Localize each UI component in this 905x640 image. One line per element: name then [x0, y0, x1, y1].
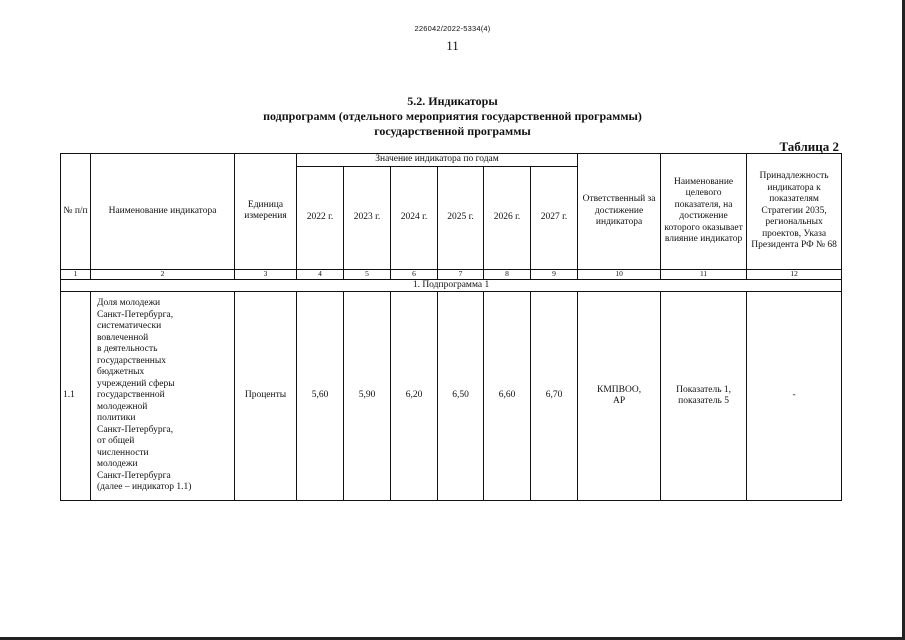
subprogram-row — [61, 279, 842, 292]
heading-line-3: государственной программы — [374, 124, 531, 138]
header-unit: Единица измерения — [235, 154, 297, 270]
column-number: 8 — [484, 269, 531, 279]
row-num: 1.1 — [61, 292, 91, 501]
table-row — [61, 292, 842, 501]
column-number: 9 — [531, 269, 578, 279]
section-heading — [0, 94, 905, 139]
row-name-line: учреждений сферы — [97, 378, 175, 389]
header-year: 2024 г. — [391, 166, 438, 269]
row-name-line: государственной — [97, 390, 165, 401]
row-responsible-line: КМПВОО, — [597, 384, 642, 395]
header-responsible: Ответственный за достижение индикатора — [578, 154, 661, 270]
row-value-2022: 5,60 — [297, 292, 344, 501]
header-year: 2025 г. — [438, 166, 484, 269]
column-number: 7 — [438, 269, 484, 279]
page-number: 11 — [446, 38, 459, 53]
row-value-2027: 6,70 — [531, 292, 578, 501]
column-number: 1 — [61, 269, 91, 279]
row-target-line: Показатель 1, — [676, 384, 732, 395]
column-number: 10 — [578, 269, 661, 279]
column-number: 4 — [297, 269, 344, 279]
row-belonging: - — [747, 292, 842, 501]
row-name-line: в деятельность — [97, 344, 158, 355]
row-name-line: молодежной — [97, 401, 148, 412]
row-value-2024: 6,20 — [391, 292, 438, 501]
row-name-line: вовлеченной — [97, 332, 149, 343]
header-name: Наименование индикатора — [91, 154, 235, 270]
header-years-group: Значение индикатора по годам — [297, 154, 578, 167]
row-responsible-line: АР — [612, 396, 626, 406]
row-name-line: государственных — [97, 355, 167, 366]
row-value-2023: 5,90 — [344, 292, 391, 501]
row-unit: Проценты — [235, 292, 297, 501]
row-name-line: бюджетных — [97, 367, 145, 378]
row-value-2026: 6,60 — [484, 292, 531, 501]
row-name-line: политики — [97, 413, 136, 424]
column-number: 2 — [91, 269, 235, 279]
heading-line-1: 5.2. Индикаторы — [407, 94, 498, 108]
row-name-line: численности — [97, 447, 149, 458]
row-target — [661, 292, 747, 501]
header-year: 2023 г. — [344, 166, 391, 269]
column-number: 3 — [235, 269, 297, 279]
row-responsible — [578, 292, 661, 501]
row-name-line: молодежи — [97, 459, 138, 470]
row-name-line: Санкт-Петербурга, — [97, 424, 174, 435]
header-row-years-group — [61, 154, 842, 167]
header-year: 2022 г. — [297, 166, 344, 269]
column-number: 12 — [747, 269, 842, 279]
table-label: Таблица 2 — [779, 139, 839, 154]
row-name-line: Доля молодежи — [97, 298, 161, 309]
subprogram-title: 1. Подпрограмма 1 — [61, 279, 842, 292]
header-year: 2026 г. — [484, 166, 531, 269]
column-number: 11 — [661, 269, 747, 279]
header-year: 2027 г. — [531, 166, 578, 269]
row-value-2025: 6,50 — [438, 292, 484, 501]
row-name-line: от общей — [97, 436, 135, 447]
document-id: 226042/2022-5334(4) — [414, 24, 491, 33]
column-number: 6 — [391, 269, 438, 279]
column-number: 5 — [344, 269, 391, 279]
row-target-line: показатель 5 — [678, 396, 729, 406]
row-name-line: (далее – индикатор 1.1) — [97, 482, 192, 493]
indicators-table — [60, 153, 842, 501]
column-number-row — [61, 269, 842, 279]
row-name-line: систематически — [97, 321, 162, 332]
row-name-line: Санкт-Петербурга, — [97, 309, 174, 320]
header-num: № п/п — [61, 154, 91, 270]
header-belonging: Принадлежность индикатора к показателям Стратегии 2035, региональных проектов, Указа Президента РФ № 68 — [747, 154, 842, 270]
row-name — [91, 292, 235, 501]
header-target: Наименование целевого показателя, на достижение которого оказывает влияние индикатор — [661, 154, 747, 270]
heading-line-2: подпрограмм (отдельного мероприятия государственной программы) — [263, 109, 642, 123]
row-name-line: Санкт-Петербурга — [97, 470, 171, 481]
